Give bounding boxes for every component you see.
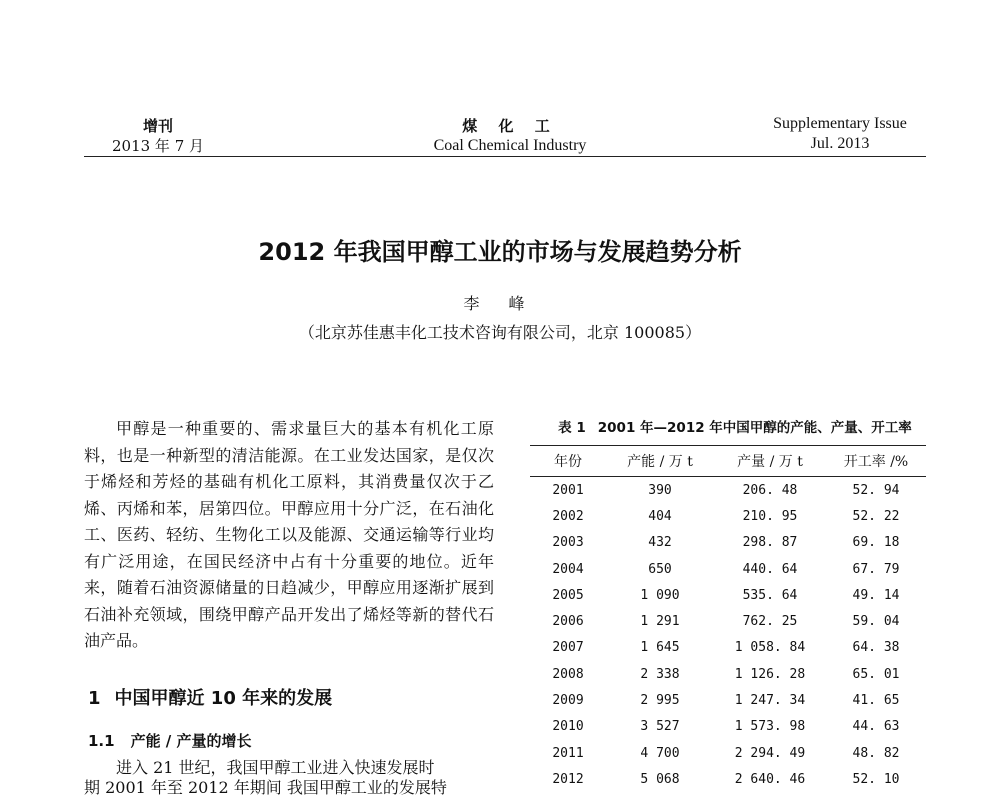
cell-operating-rate: 67. 79 (852, 561, 900, 577)
table-caption-text: 2001 年—2012 年中国甲醇的产能、产量、开工率 (597, 420, 912, 436)
paragraph-2-cut-line: 期 2001 年至 2012 年期间 我国甲醇工业的发展特 (84, 778, 447, 797)
section-1-heading (88, 684, 332, 710)
cell-operating-rate: 52. 10 (852, 771, 900, 787)
cell-output: 2 640. 46 (734, 771, 806, 787)
header-date: 2013 年 7 月 (111, 137, 205, 155)
cell-year: 2009 (552, 693, 584, 709)
cell-year: 2006 (552, 614, 584, 630)
cell-operating-rate: 52. 94 (852, 482, 900, 498)
cell-year: 2002 (552, 508, 584, 524)
cell-operating-rate: 52. 22 (852, 508, 900, 524)
cell-capacity: 5 068 (640, 771, 680, 787)
table-row (530, 740, 926, 766)
cell-year: 2008 (552, 666, 584, 682)
cell-output: 1 126. 28 (734, 666, 806, 682)
methanol-data-table (530, 445, 926, 793)
section-1-number: 1 (88, 688, 101, 709)
cell-output: 210. 95 (742, 508, 798, 524)
col-header-year: 年份 (530, 446, 606, 477)
header-journal (380, 116, 640, 156)
table-row (530, 661, 926, 687)
cell-capacity: 432 (648, 535, 672, 551)
cell-capacity: 390 (648, 482, 672, 498)
header-issue-label: 增刊 (142, 117, 173, 135)
table-row (530, 556, 926, 582)
header-issue-label-en: Supplementary Issue (773, 115, 907, 132)
table-row (530, 635, 926, 661)
cell-year: 2005 (552, 587, 584, 603)
col-header-capacity: 产能 / 万 t (606, 446, 714, 477)
cell-output: 206. 48 (742, 482, 798, 498)
cell-operating-rate: 65. 01 (852, 666, 900, 682)
cell-output: 1 573. 98 (734, 719, 806, 735)
cell-output: 2 294. 49 (734, 745, 806, 761)
table-row (530, 714, 926, 740)
journal-name-en: Coal Chemical Industry (433, 137, 587, 154)
section-1-1-number: 1.1 (88, 732, 115, 750)
table-header-row (530, 446, 926, 477)
table-number: 表 1 (558, 420, 586, 436)
intro-paragraph: 甲醇是一种重要的、需求量巨大的基本有机化工原料，也是一种新型的清洁能源。在工业发达国家，是仅次于烯烃和芳烃的基础有机化工原料，其消费量仅次于乙烯、丙烯和苯，居第四位。甲醇应用十分广泛，在石油化工、医药、轻纺、生物化工以及能源、交通运输等行业均有广泛用途，在国民经济中占有十分重要的地位。近年来，随着石油资源储量的日趋减少，甲醇应用逐渐扩展到石油补充领域，围绕甲醇产品开发出了烯烃等新的替代石油产品。 (84, 419, 494, 650)
cell-year: 2001 (552, 482, 584, 498)
cell-operating-rate: 59. 04 (852, 614, 900, 630)
cell-operating-rate: 44. 63 (852, 719, 900, 735)
cell-operating-rate: 41. 65 (852, 693, 900, 709)
table-row (530, 530, 926, 556)
cell-output: 762. 25 (742, 614, 798, 630)
header-date-en: Jul. 2013 (810, 135, 870, 152)
table-row (530, 766, 926, 792)
cell-output: 1 247. 34 (734, 693, 806, 709)
cell-output: 1 058. 84 (734, 640, 806, 656)
cell-year: 2003 (552, 535, 584, 551)
article-affiliation: （北京苏佳惠丰化工技术咨询有限公司，北京 100085） (298, 323, 702, 342)
cell-capacity: 4 700 (640, 745, 680, 761)
cell-operating-rate: 49. 14 (852, 587, 900, 603)
cell-capacity: 2 338 (640, 666, 680, 682)
cell-operating-rate: 48. 82 (852, 745, 900, 761)
cell-capacity: 2 995 (640, 693, 680, 709)
cell-operating-rate: 64. 38 (852, 640, 900, 656)
cell-output: 535. 64 (742, 587, 798, 603)
header-issue-date (98, 116, 218, 156)
article-title: 2012 年我国甲醇工业的市场与发展趋势分析 (258, 238, 742, 266)
cell-capacity: 650 (648, 561, 672, 577)
cell-capacity: 404 (648, 508, 672, 524)
cell-capacity: 1 645 (640, 640, 680, 656)
cell-year: 2011 (552, 745, 584, 761)
header-rule (84, 156, 926, 157)
section-1-1-title: 产能 / 产量的增长 (130, 732, 252, 750)
table-row (530, 503, 926, 529)
header-issue-en (740, 114, 940, 154)
cell-year: 2010 (552, 719, 584, 735)
cell-capacity: 3 527 (640, 719, 680, 735)
col-header-operating-rate: 开工率 /% (826, 446, 926, 477)
cell-operating-rate: 69. 18 (852, 535, 900, 551)
col-header-output: 产量 / 万 t (714, 446, 826, 477)
paragraph-2-start: 进入 21 世纪，我国甲醇工业进入快速发展时 (116, 758, 435, 777)
table-row (530, 582, 926, 608)
cell-capacity: 1 291 (640, 614, 680, 630)
cell-output: 298. 87 (742, 535, 798, 551)
cell-year: 2007 (552, 640, 584, 656)
section-1-title: 中国甲醇近 10 年来的发展 (114, 688, 333, 709)
cell-output: 440. 64 (742, 561, 798, 577)
table-caption (530, 416, 940, 436)
section-1-1-heading (88, 730, 252, 751)
table-row (530, 687, 926, 713)
cell-year: 2004 (552, 561, 584, 577)
table-row (530, 608, 926, 634)
article-author: 李 峰 (463, 294, 537, 313)
table-row (530, 477, 926, 504)
journal-name-cn: 煤 化 工 (462, 117, 558, 135)
cell-capacity: 1 090 (640, 587, 680, 603)
cell-year: 2012 (552, 771, 584, 787)
